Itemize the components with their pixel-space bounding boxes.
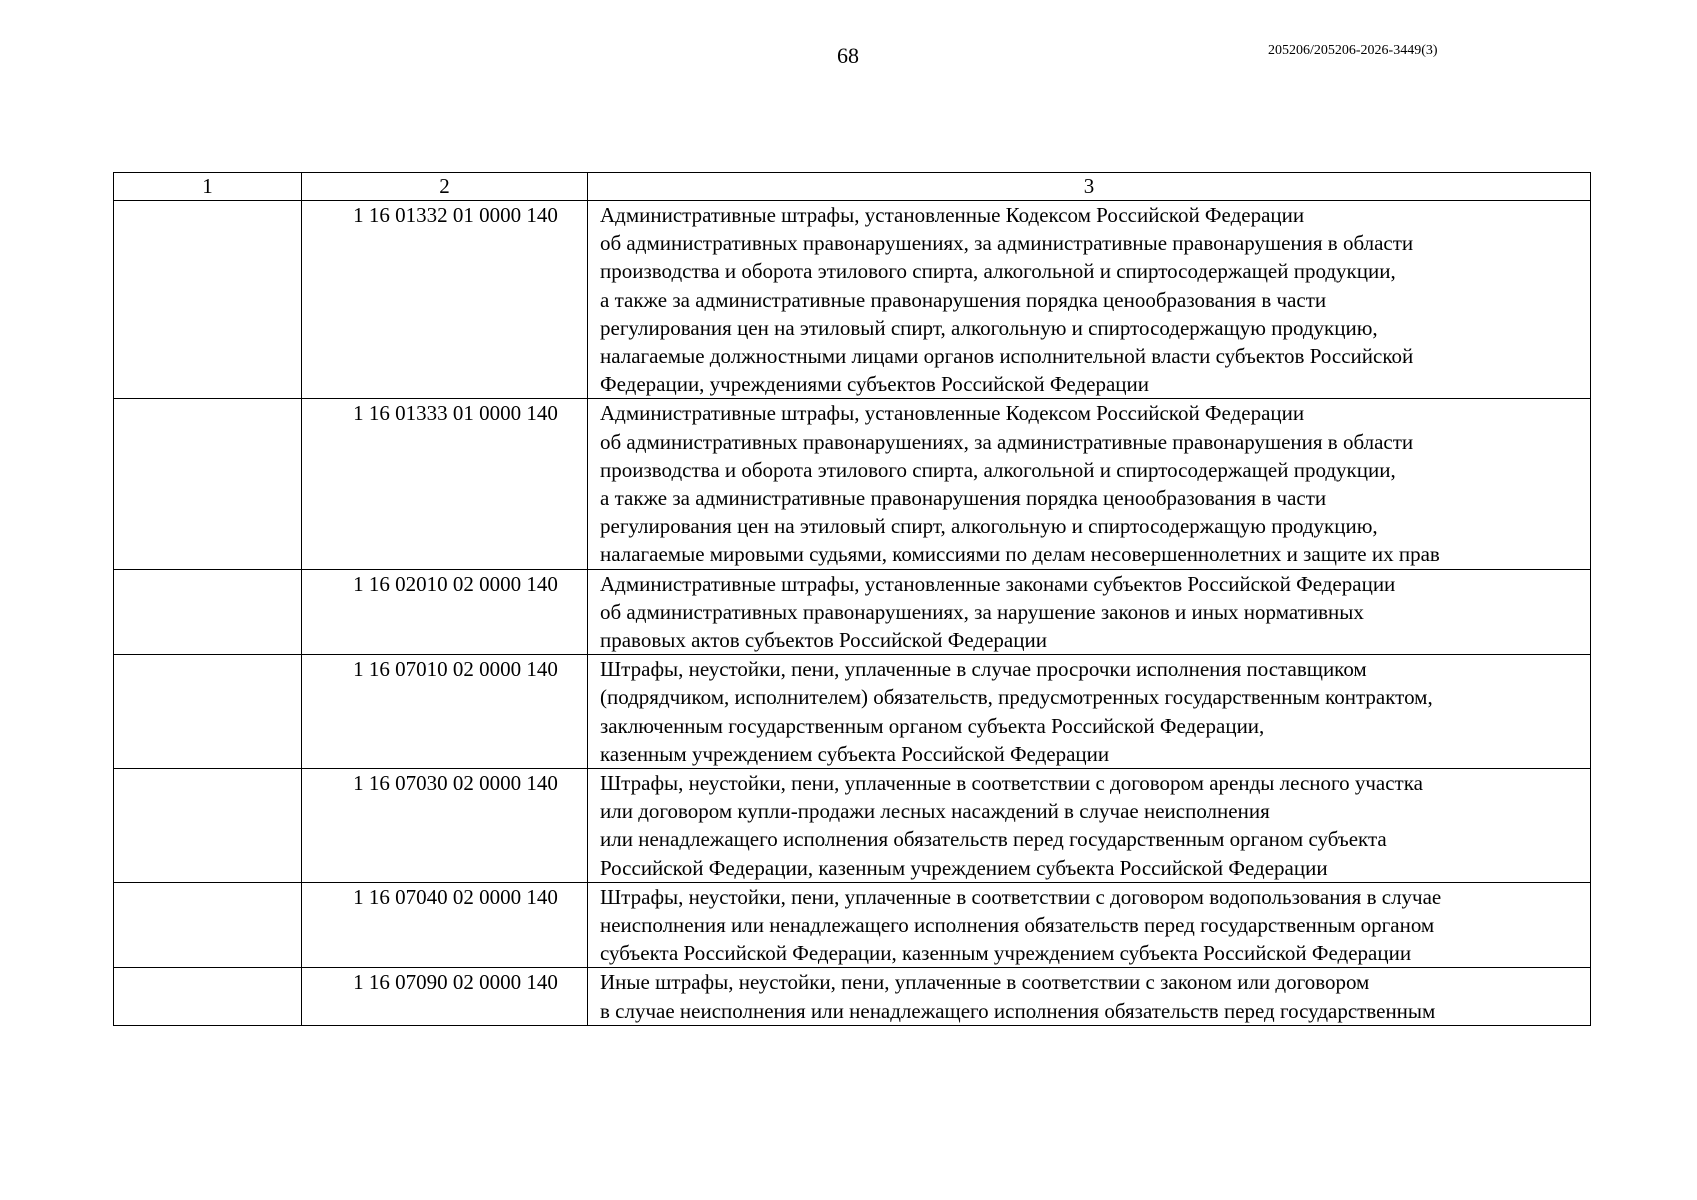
table-row — [114, 769, 1591, 883]
description-line: или ненадлежащего исполнения обязательств перед государственным органом субъекта — [600, 827, 1387, 852]
budget-code-cell: 1 16 01333 01 0000 140 — [302, 399, 588, 569]
column-header-1: 1 — [114, 173, 302, 201]
description-line: регулирования цен на этиловый спирт, алкогольную и спиртосодержащую продукцию, — [600, 315, 1378, 340]
row-number-cell — [114, 968, 302, 1025]
row-number-cell — [114, 882, 302, 968]
description-line: Штрафы, неустойки, пени, уплаченные в соответствии с договором водопользования в случае — [600, 884, 1442, 909]
table-row — [114, 569, 1591, 655]
budget-codes-table — [113, 172, 1591, 1026]
budget-code-cell: 1 16 07030 02 0000 140 — [302, 769, 588, 883]
row-number-cell — [114, 399, 302, 569]
description-line: субъекта Российской Федерации, казенным учреждением субъекта Российской Федерации — [600, 941, 1412, 966]
budget-code-cell: 1 16 07040 02 0000 140 — [302, 882, 588, 968]
budget-code-cell: 1 16 07090 02 0000 140 — [302, 968, 588, 1025]
description-line: правовых актов субъектов Российской Федерации — [600, 628, 1047, 653]
table-body — [114, 201, 1591, 1026]
description-line: налагаемые должностными лицами органов исполнительной власти субъектов Российской — [600, 344, 1414, 369]
description-line: (подрядчиком, исполнителем) обязательств, предусмотренных государственным контрактом, — [600, 685, 1433, 710]
description-line: в случае неисполнения или ненадлежащего исполнения обязательств перед государственным — [600, 998, 1436, 1023]
budget-code-cell: 1 16 01332 01 0000 140 — [302, 201, 588, 399]
page-number: 68 — [837, 43, 859, 68]
description-line: а также за административные правонарушения порядка ценообразования в части — [600, 486, 1327, 511]
description-line: а также за административные правонарушения порядка ценообразования в части — [600, 287, 1327, 312]
description-line: Иные штрафы, неустойки, пени, уплаченные в соответствии с законом или договором — [600, 970, 1370, 995]
description-cell — [588, 968, 1591, 1025]
description-line: Штрафы, неустойки, пени, уплаченные в соответствии с договором аренды лесного участка — [600, 771, 1423, 796]
table-row — [114, 201, 1591, 399]
description-line: об административных правонарушениях, за административные правонарушения в области — [600, 429, 1414, 454]
row-number-cell — [114, 569, 302, 655]
description-cell — [588, 569, 1591, 655]
description-line: Российской Федерации, казенным учреждением субъекта Российской Федерации — [600, 855, 1328, 880]
row-number-cell — [114, 769, 302, 883]
column-header-3: 3 — [588, 173, 1591, 201]
document-code: 205206/205206-2026-3449(3) — [1268, 43, 1438, 58]
description-line: производства и оборота этилового спирта, алкогольной и спиртосодержащей продукции, — [600, 259, 1396, 284]
table-row — [114, 655, 1591, 769]
table-row — [114, 399, 1591, 569]
description-line: производства и оборота этилового спирта, алкогольной и спиртосодержащей продукции, — [600, 457, 1396, 482]
table-header-row — [114, 173, 1591, 201]
description-line: Административные штрафы, установленные Кодексом Российской Федерации — [600, 203, 1305, 227]
column-header-2: 2 — [302, 173, 588, 201]
description-line: неисполнения или ненадлежащего исполнения обязательств перед государственным органом — [600, 913, 1435, 938]
row-number-cell — [114, 201, 302, 399]
description-cell — [588, 882, 1591, 968]
description-line: заключенным государственным органом субъекта Российской Федерации, — [600, 713, 1265, 738]
description-cell — [588, 655, 1591, 769]
description-line: или договором купли-продажи лесных насаждений в случае неисполнения — [600, 799, 1270, 824]
row-number-cell — [114, 655, 302, 769]
description-cell — [588, 399, 1591, 569]
description-line: Административные штрафы, установленные законами субъектов Российской Федерации — [600, 571, 1396, 596]
budget-code-cell: 1 16 07010 02 0000 140 — [302, 655, 588, 769]
description-cell — [588, 201, 1591, 399]
description-line: Административные штрафы, установленные Кодексом Российской Федерации — [600, 401, 1305, 426]
description-line: Федерации, учреждениями субъектов Российской Федерации — [600, 372, 1150, 397]
table-row — [114, 882, 1591, 968]
description-line: об административных правонарушениях, за административные правонарушения в области — [600, 231, 1414, 256]
table-row — [114, 968, 1591, 1025]
description-cell — [588, 769, 1591, 883]
description-line: казенным учреждением субъекта Российской Федерации — [600, 741, 1110, 766]
description-line: налагаемые мировыми судьями, комиссиями по делам несовершеннолетних и защите их прав — [600, 542, 1440, 567]
description-line: регулирования цен на этиловый спирт, алкогольную и спиртосодержащую продукцию, — [600, 514, 1378, 539]
description-line: Штрафы, неустойки, пени, уплаченные в случае просрочки исполнения поставщиком — [600, 657, 1367, 682]
budget-code-cell: 1 16 02010 02 0000 140 — [302, 569, 588, 655]
description-line: об административных правонарушениях, за нарушение законов и иных нормативных — [600, 599, 1364, 624]
